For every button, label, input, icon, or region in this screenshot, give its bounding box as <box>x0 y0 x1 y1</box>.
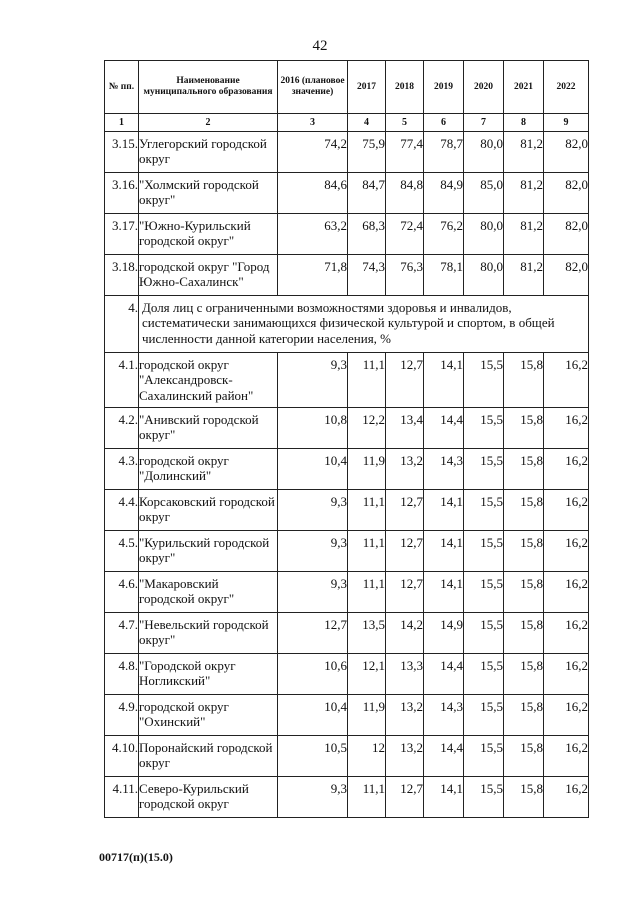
column-index: 1 <box>105 114 139 132</box>
value-cell-2021: 15,8 <box>504 353 544 408</box>
municipality-name: "Анивский городской округ" <box>139 408 278 449</box>
header-name: Наименование муниципального образования <box>139 61 278 114</box>
value-cell-2018: 13,3 <box>386 654 424 695</box>
value-cell-2020: 80,0 <box>464 214 504 255</box>
table-row <box>105 777 589 818</box>
value-cell-2017: 13,5 <box>348 613 386 654</box>
header-2017: 2017 <box>348 61 386 114</box>
row-number: 4.5. <box>105 531 139 572</box>
value-cell-2022: 82,0 <box>544 255 589 296</box>
value-cell-2017: 12,1 <box>348 654 386 695</box>
municipality-name: "Городской округ Ногликский" <box>139 654 278 695</box>
value-cell-2022: 16,2 <box>544 449 589 490</box>
value-cell-2017: 11,1 <box>348 572 386 613</box>
header-2020: 2020 <box>464 61 504 114</box>
municipality-name: Корсаковский городской округ <box>139 490 278 531</box>
value-cell-2017: 12,2 <box>348 408 386 449</box>
value-cell-2021: 15,8 <box>504 613 544 654</box>
municipality-name: Северо-Курильский городской округ <box>139 777 278 818</box>
value-cell-2016: 10,6 <box>278 654 348 695</box>
value-cell-2017: 68,3 <box>348 214 386 255</box>
table-row <box>105 353 589 408</box>
value-cell-2022: 16,2 <box>544 777 589 818</box>
value-cell-2016: 84,6 <box>278 173 348 214</box>
value-cell-2020: 15,5 <box>464 572 504 613</box>
value-cell-2021: 15,8 <box>504 572 544 613</box>
value-cell-2016: 10,4 <box>278 695 348 736</box>
column-index: 2 <box>139 114 278 132</box>
column-index: 4 <box>348 114 386 132</box>
row-number: 3.17. <box>105 214 139 255</box>
value-cell-2018: 12,7 <box>386 777 424 818</box>
value-cell-2020: 15,5 <box>464 490 504 531</box>
value-cell-2022: 82,0 <box>544 132 589 173</box>
municipality-name: городской округ "Александровск-Сахалинский район" <box>139 353 278 408</box>
table-row <box>105 449 589 490</box>
row-number: 4.4. <box>105 490 139 531</box>
value-cell-2021: 15,8 <box>504 408 544 449</box>
row-number: 3.16. <box>105 173 139 214</box>
row-number: 3.18. <box>105 255 139 296</box>
value-cell-2018: 72,4 <box>386 214 424 255</box>
value-cell-2020: 15,5 <box>464 695 504 736</box>
value-cell-2019: 76,2 <box>424 214 464 255</box>
row-number: 4.6. <box>105 572 139 613</box>
table-row <box>105 736 589 777</box>
table-row <box>105 531 589 572</box>
value-cell-2017: 11,9 <box>348 695 386 736</box>
value-cell-2017: 11,1 <box>348 490 386 531</box>
table-row <box>105 214 589 255</box>
value-cell-2016: 9,3 <box>278 531 348 572</box>
value-cell-2018: 12,7 <box>386 531 424 572</box>
value-cell-2021: 81,2 <box>504 173 544 214</box>
value-cell-2019: 84,9 <box>424 173 464 214</box>
table-row <box>105 408 589 449</box>
value-cell-2016: 63,2 <box>278 214 348 255</box>
value-cell-2019: 14,4 <box>424 408 464 449</box>
value-cell-2018: 76,3 <box>386 255 424 296</box>
value-cell-2021: 15,8 <box>504 736 544 777</box>
value-cell-2020: 15,5 <box>464 408 504 449</box>
value-cell-2018: 12,7 <box>386 572 424 613</box>
value-cell-2016: 74,2 <box>278 132 348 173</box>
value-cell-2018: 13,2 <box>386 449 424 490</box>
value-cell-2020: 80,0 <box>464 255 504 296</box>
municipality-name: городской округ "Город Южно-Сахалинск" <box>139 255 278 296</box>
table-row <box>105 173 589 214</box>
data-table <box>104 60 589 818</box>
value-cell-2022: 16,2 <box>544 572 589 613</box>
municipality-name: городской округ "Охинский" <box>139 695 278 736</box>
row-number: 4.3. <box>105 449 139 490</box>
municipality-name: "Макаровский городской округ" <box>139 572 278 613</box>
section-number: 4. <box>105 296 139 353</box>
value-cell-2017: 12 <box>348 736 386 777</box>
value-cell-2017: 11,1 <box>348 353 386 408</box>
header-2016: 2016 (плановое значение) <box>278 61 348 114</box>
municipality-name: городской округ "Долинский" <box>139 449 278 490</box>
table-row <box>105 132 589 173</box>
column-index: 3 <box>278 114 348 132</box>
municipality-name: "Южно-Курильский городской округ" <box>139 214 278 255</box>
value-cell-2021: 15,8 <box>504 695 544 736</box>
value-cell-2018: 12,7 <box>386 490 424 531</box>
value-cell-2018: 77,4 <box>386 132 424 173</box>
value-cell-2021: 81,2 <box>504 255 544 296</box>
value-cell-2017: 75,9 <box>348 132 386 173</box>
value-cell-2019: 14,9 <box>424 613 464 654</box>
value-cell-2021: 81,2 <box>504 214 544 255</box>
value-cell-2020: 15,5 <box>464 777 504 818</box>
value-cell-2022: 82,0 <box>544 173 589 214</box>
row-number: 4.10. <box>105 736 139 777</box>
header-row <box>105 61 589 114</box>
municipality-name: "Холмский городской округ" <box>139 173 278 214</box>
value-cell-2017: 11,1 <box>348 777 386 818</box>
column-index: 8 <box>504 114 544 132</box>
value-cell-2016: 12,7 <box>278 613 348 654</box>
value-cell-2019: 14,1 <box>424 777 464 818</box>
header-2022: 2022 <box>544 61 589 114</box>
value-cell-2021: 15,8 <box>504 777 544 818</box>
value-cell-2021: 15,8 <box>504 531 544 572</box>
value-cell-2017: 11,9 <box>348 449 386 490</box>
table-row <box>105 572 589 613</box>
value-cell-2020: 15,5 <box>464 613 504 654</box>
page-number: 42 <box>312 38 328 54</box>
value-cell-2019: 78,7 <box>424 132 464 173</box>
value-cell-2022: 16,2 <box>544 353 589 408</box>
row-number: 4.8. <box>105 654 139 695</box>
value-cell-2016: 71,8 <box>278 255 348 296</box>
value-cell-2019: 78,1 <box>424 255 464 296</box>
value-cell-2022: 16,2 <box>544 695 589 736</box>
municipality-name: "Курильский городской округ" <box>139 531 278 572</box>
table-row <box>105 613 589 654</box>
value-cell-2022: 16,2 <box>544 736 589 777</box>
value-cell-2017: 11,1 <box>348 531 386 572</box>
value-cell-2016: 10,4 <box>278 449 348 490</box>
value-cell-2020: 15,5 <box>464 531 504 572</box>
header-2019: 2019 <box>424 61 464 114</box>
value-cell-2019: 14,1 <box>424 531 464 572</box>
table-row <box>105 490 589 531</box>
value-cell-2021: 81,2 <box>504 132 544 173</box>
value-cell-2021: 15,8 <box>504 490 544 531</box>
value-cell-2022: 16,2 <box>544 490 589 531</box>
value-cell-2017: 74,3 <box>348 255 386 296</box>
value-cell-2020: 15,5 <box>464 736 504 777</box>
value-cell-2022: 16,2 <box>544 408 589 449</box>
value-cell-2018: 13,4 <box>386 408 424 449</box>
value-cell-2016: 10,8 <box>278 408 348 449</box>
value-cell-2020: 80,0 <box>464 132 504 173</box>
value-cell-2018: 84,8 <box>386 173 424 214</box>
row-number: 4.2. <box>105 408 139 449</box>
row-number: 4.9. <box>105 695 139 736</box>
value-cell-2018: 14,2 <box>386 613 424 654</box>
row-number: 4.1. <box>105 353 139 408</box>
header-2021: 2021 <box>504 61 544 114</box>
value-cell-2022: 16,2 <box>544 531 589 572</box>
value-cell-2020: 15,5 <box>464 654 504 695</box>
section-row <box>105 296 589 353</box>
value-cell-2018: 13,2 <box>386 695 424 736</box>
value-cell-2020: 85,0 <box>464 173 504 214</box>
column-index: 5 <box>386 114 424 132</box>
value-cell-2021: 15,8 <box>504 449 544 490</box>
value-cell-2020: 15,5 <box>464 449 504 490</box>
value-cell-2022: 82,0 <box>544 214 589 255</box>
table-row <box>105 654 589 695</box>
column-index-row <box>105 114 589 132</box>
value-cell-2022: 16,2 <box>544 654 589 695</box>
municipality-name: Поронайский городской округ <box>139 736 278 777</box>
section-title: Доля лиц с ограниченными возможностями здоровья и инвалидов, систематически занимающихся физической культурой и спортом, в общей численности данной категории населения, % <box>139 296 589 353</box>
header-2018: 2018 <box>386 61 424 114</box>
value-cell-2017: 84,7 <box>348 173 386 214</box>
column-index: 9 <box>544 114 589 132</box>
value-cell-2019: 14,1 <box>424 353 464 408</box>
value-cell-2019: 14,1 <box>424 490 464 531</box>
row-number: 4.7. <box>105 613 139 654</box>
value-cell-2021: 15,8 <box>504 654 544 695</box>
table-row <box>105 695 589 736</box>
value-cell-2020: 15,5 <box>464 353 504 408</box>
value-cell-2019: 14,4 <box>424 654 464 695</box>
row-number: 3.15. <box>105 132 139 173</box>
value-cell-2019: 14,1 <box>424 572 464 613</box>
value-cell-2018: 12,7 <box>386 353 424 408</box>
municipality-name: Углегорский городской округ <box>139 132 278 173</box>
value-cell-2019: 14,3 <box>424 449 464 490</box>
value-cell-2018: 13,2 <box>386 736 424 777</box>
header-no: № пп. <box>105 61 139 114</box>
value-cell-2016: 9,3 <box>278 490 348 531</box>
municipality-name: "Невельский городской округ" <box>139 613 278 654</box>
value-cell-2016: 9,3 <box>278 777 348 818</box>
value-cell-2016: 10,5 <box>278 736 348 777</box>
value-cell-2022: 16,2 <box>544 613 589 654</box>
value-cell-2016: 9,3 <box>278 572 348 613</box>
document-code: 00717(п)(15.0) <box>99 850 173 864</box>
value-cell-2019: 14,4 <box>424 736 464 777</box>
value-cell-2019: 14,3 <box>424 695 464 736</box>
table-row <box>105 255 589 296</box>
value-cell-2016: 9,3 <box>278 353 348 408</box>
column-index: 6 <box>424 114 464 132</box>
row-number: 4.11. <box>105 777 139 818</box>
column-index: 7 <box>464 114 504 132</box>
